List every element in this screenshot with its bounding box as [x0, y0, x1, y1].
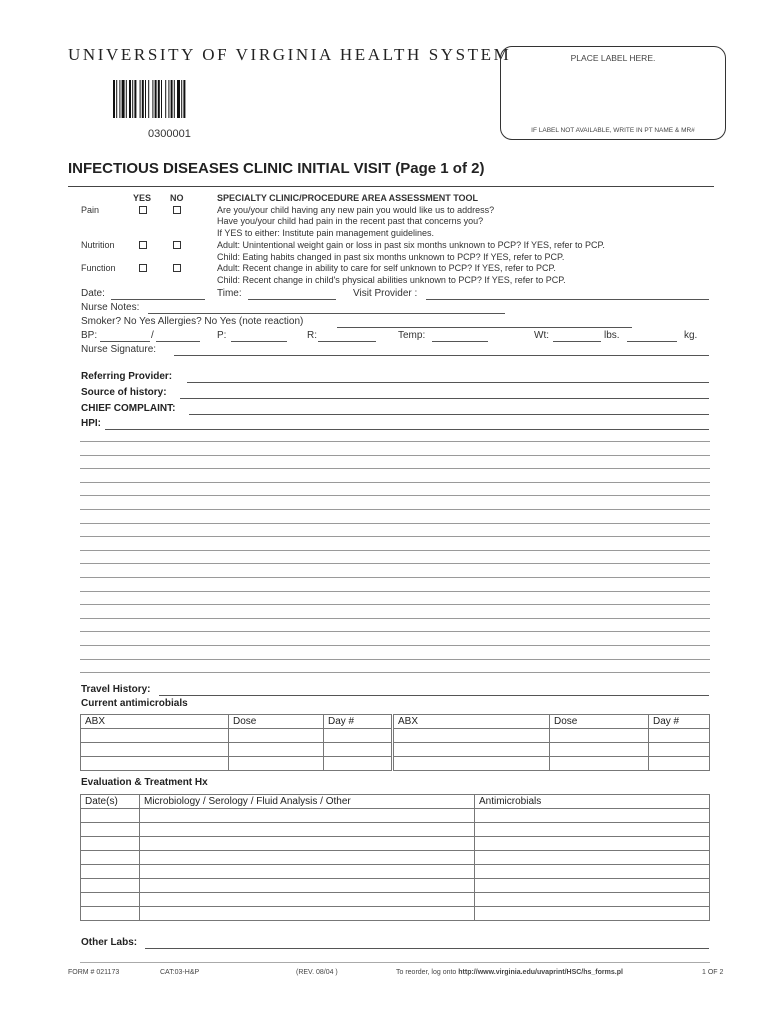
hpi-line[interactable] [80, 604, 710, 605]
barcode [113, 80, 228, 118]
hpi-line[interactable] [80, 577, 710, 578]
source-of-history-field[interactable] [180, 398, 709, 399]
form-revision: (REV. 08/04 ) [296, 969, 338, 976]
antimicrobials-header: Antimicrobials [475, 795, 710, 809]
table-row[interactable] [81, 851, 710, 865]
pulse-field[interactable] [231, 341, 287, 342]
date-label: Date: [81, 288, 105, 299]
other-labs-field[interactable] [145, 948, 709, 949]
table-row [81, 795, 710, 809]
reorder-link[interactable]: http://www.virginia.edu/uvaprint/HSC/hs_forms.pl [458, 969, 623, 976]
abx-header: ABX [81, 715, 229, 729]
hpi-label: HPI: [81, 418, 101, 429]
visit-provider-field[interactable] [426, 299, 709, 300]
day-header-2: Day # [649, 715, 710, 729]
page-indicator: 1 OF 2 [702, 969, 724, 976]
pain-instruction: If YES to either: Institute pain management guidelines. [217, 228, 434, 238]
table-row[interactable] [81, 879, 710, 893]
hpi-line[interactable] [80, 468, 710, 469]
referring-provider-field[interactable] [187, 382, 709, 383]
evaluation-table [80, 794, 710, 921]
table-row [81, 715, 710, 729]
nurse-signature-label: Nurse Signature: [81, 344, 157, 355]
table-row[interactable] [81, 823, 710, 837]
function-adult-question: Adult: Recent change in ability to care for self unknown to PCP? If YES, refer to PCP. [217, 263, 556, 273]
nurse-signature-field[interactable] [174, 355, 709, 356]
referring-provider-label: Referring Provider: [81, 371, 173, 382]
table-row[interactable] [81, 809, 710, 823]
hpi-line[interactable] [80, 441, 710, 442]
table-row[interactable] [81, 729, 710, 743]
patient-label-box[interactable] [500, 46, 726, 140]
nutrition-yes-checkbox[interactable] [139, 241, 147, 249]
pain-yes-checkbox[interactable] [139, 206, 147, 214]
hpi-line[interactable] [80, 523, 710, 524]
other-labs-label: Other Labs: [81, 937, 138, 948]
function-no-checkbox[interactable] [173, 264, 181, 272]
hpi-line[interactable] [80, 591, 710, 592]
pain-no-checkbox[interactable] [173, 206, 181, 214]
hpi-line[interactable] [80, 672, 710, 673]
label-instruction: PLACE LABEL HERE. [570, 53, 656, 63]
assessment-heading: SPECIALTY CLINIC/PROCEDURE AREA ASSESSMENT TOOL [217, 193, 479, 203]
reorder-prefix: To reorder, log onto [396, 969, 459, 976]
time-field[interactable] [248, 299, 336, 300]
current-antimicrobials-label: Current antimicrobials [81, 698, 188, 709]
nutrition-adult-question: Adult: Unintentional weight gain or loss in past six months unknown to PCP? If YES, refer to PCP. [217, 240, 605, 250]
footer-divider [80, 962, 710, 963]
table-row[interactable] [81, 893, 710, 907]
bp-systolic-field[interactable] [100, 341, 150, 342]
hpi-line[interactable] [80, 659, 710, 660]
nutrition-child-question: Child: Eating habits changed in past six months unknown to PCP? If YES, refer to PCP. [217, 252, 565, 262]
abx-header-2: ABX [393, 715, 550, 729]
travel-history-field[interactable] [159, 695, 709, 696]
nurse-notes-field[interactable] [148, 313, 505, 314]
table-row[interactable] [81, 757, 710, 771]
page-title: INFECTIOUS DISEASES CLINIC INITIAL VISIT (Page 1 of 2) [68, 160, 485, 177]
weight-label: Wt: [534, 330, 549, 341]
source-of-history-label: Source of history: [81, 387, 167, 398]
nurse-notes-label: Nurse Notes: [81, 302, 140, 313]
pulse-label: P: [217, 330, 227, 341]
kg-unit: kg. [684, 330, 698, 341]
travel-history-label: Travel History: [81, 684, 151, 695]
table-row[interactable] [81, 743, 710, 757]
visit-provider-label: Visit Provider : [353, 288, 418, 299]
nutrition-label: Nutrition [81, 240, 115, 250]
microbiology-header: Microbiology / Serology / Fluid Analysis / Other [140, 795, 475, 809]
weight-kg-field[interactable] [627, 341, 677, 342]
hpi-line[interactable] [80, 509, 710, 510]
hpi-line[interactable] [80, 495, 710, 496]
form-category: CAT:03-H&P [160, 969, 200, 976]
time-label: Time: [217, 288, 242, 299]
pain-question-1: Are you/your child having any new pain you would like us to address? [217, 205, 495, 215]
chief-complaint-label: CHIEF COMPLAINT: [81, 403, 176, 414]
title-divider [68, 186, 714, 187]
day-header: Day # [324, 715, 393, 729]
hpi-line[interactable] [80, 563, 710, 564]
barcode-number: 0300001 [148, 128, 191, 140]
respiration-field[interactable] [318, 341, 376, 342]
table-row[interactable] [81, 907, 710, 921]
hpi-line[interactable] [80, 645, 710, 646]
hpi-line[interactable] [80, 550, 710, 551]
bp-label: BP: [81, 330, 98, 341]
hpi-line[interactable] [80, 631, 710, 632]
hpi-field[interactable] [105, 429, 709, 430]
hpi-line[interactable] [80, 536, 710, 537]
bp-separator: / [151, 330, 154, 341]
pain-question-2: Have you/your child had pain in the recent past that concerns you? [217, 216, 484, 226]
weight-lbs-field[interactable] [553, 341, 601, 342]
table-row[interactable] [81, 837, 710, 851]
table-row[interactable] [81, 865, 710, 879]
antimicrobials-table [80, 714, 710, 771]
temp-label: Temp: [398, 330, 426, 341]
function-child-question: Child: Recent change in child's physical abilities unknown to PCP? If YES, refer to PCP. [217, 275, 566, 285]
lbs-unit: lbs. [604, 330, 620, 341]
function-label: Function [81, 263, 116, 273]
bp-diastolic-field[interactable] [156, 341, 200, 342]
respiration-label: R: [307, 330, 317, 341]
allergies-field[interactable] [337, 327, 632, 328]
smoker-allergies-label: Smoker? No Yes Allergies? No Yes (note reaction) [81, 316, 304, 327]
dates-header: Date(s) [81, 795, 140, 809]
function-yes-checkbox[interactable] [139, 264, 147, 272]
label-fallback-instruction: IF LABEL NOT AVAILABLE, WRITE IN PT NAME & MR# [531, 127, 695, 134]
dose-header-2: Dose [550, 715, 649, 729]
organization-name: UNIVERSITY OF VIRGINIA HEALTH SYSTEM [68, 45, 512, 64]
date-field[interactable] [111, 299, 205, 300]
hpi-line[interactable] [80, 482, 710, 483]
temp-field[interactable] [432, 341, 488, 342]
nutrition-no-checkbox[interactable] [173, 241, 181, 249]
reorder-note [396, 969, 623, 976]
hpi-line[interactable] [80, 618, 710, 619]
hpi-line[interactable] [80, 455, 710, 456]
pain-label: Pain [81, 205, 100, 215]
evaluation-treatment-title: Evaluation & Treatment Hx [81, 777, 208, 788]
dose-header: Dose [229, 715, 324, 729]
form-number: FORM # 021173 [68, 969, 120, 976]
chief-complaint-field[interactable] [189, 414, 709, 415]
no-column-header: NO [170, 193, 184, 203]
yes-column-header: YES [133, 193, 152, 203]
